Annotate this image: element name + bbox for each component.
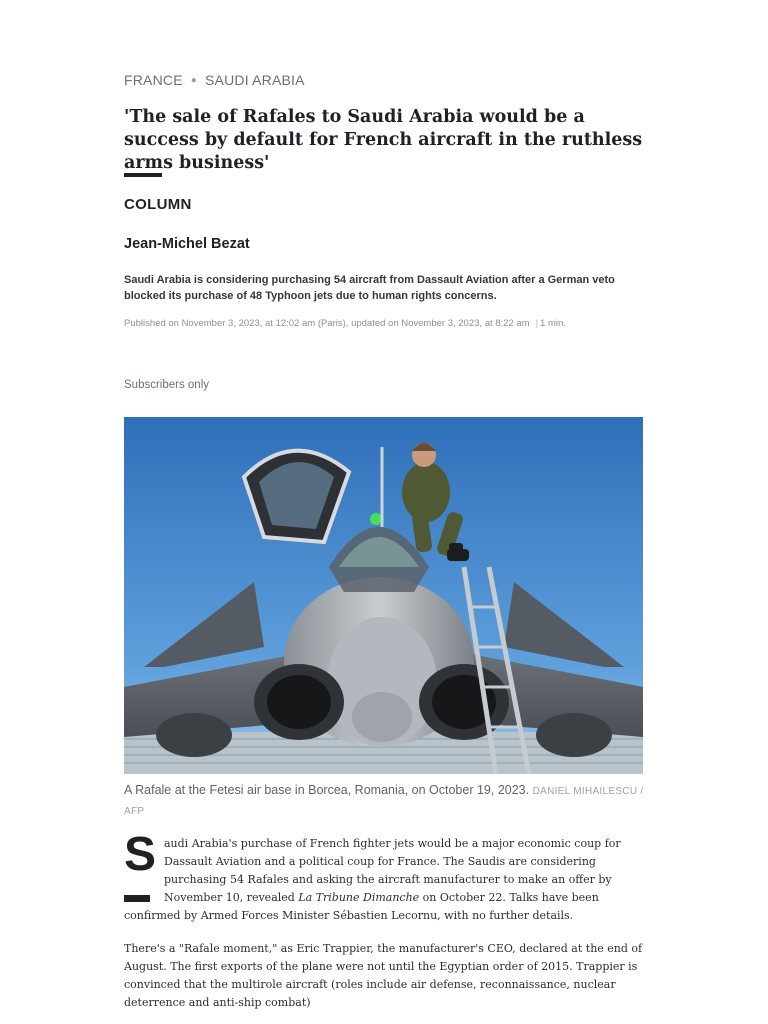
- photo-caption: [124, 781, 644, 821]
- article-paragraph-1: [124, 828, 644, 925]
- article-paragraph-2: There's a "Rafale moment," as Eric Trappier, the manufacturer's CEO, declared at the end of August. The first exports of the plane were not until the Egyptian order of 2015. Trappier is convinced that the multirole aircraft (roles include air defense, reconnaissance, nuclear deterrence and anti-ship combat): [124, 942, 643, 1009]
- drop-cap: [124, 828, 158, 895]
- paragraph-1-text-a: audi Arabia's purchase of French fighter jets would be a major economic coup for Dassault Aviation and a political coup for France. The Saudis are considering purchasing 54 Rafales and asking the aircraft manufacturer to make an offer by November 10, revealed: [164, 837, 621, 904]
- page-title: 'The sale of Rafales to Saudi Arabia would be a success by default for French aircraft in the ruthless arms business': [124, 107, 643, 173]
- drop-cap-bar: [124, 895, 150, 902]
- article-photo[interactable]: [124, 417, 643, 774]
- paragraph-1-text-b: on October 22. Talks have been confirmed by Armed Forces Minister Sébastien Lecornu, with no further details.: [124, 891, 599, 922]
- publication-date: Published on November 3, 2023, at 12:02 am (Paris), updated on November 3, 2023, at 8:22 am: [124, 318, 530, 329]
- read-time: 1 min.: [540, 318, 566, 329]
- paragraph-1-publication: La Tribune Dimanche: [298, 891, 420, 904]
- article-description: Saudi Arabia is considering purchasing 54 aircraft from Dassault Aviation after a German veto blocked its purchase of 48 Typhoon jets due to human rights concerns.: [124, 274, 615, 302]
- breadcrumb: [124, 72, 305, 88]
- section-label: COLUMN: [124, 196, 192, 213]
- caption-text: A Rafale at the Fetesi air base in Borcea, Romania, on October 19, 2023.: [124, 783, 530, 797]
- publication-meta: [124, 318, 664, 329]
- separator-dot: ●: [190, 75, 198, 86]
- meta-separator: |: [535, 318, 539, 329]
- tag-saudi-arabia[interactable]: SAUDI ARABIA: [205, 72, 305, 88]
- title-divider: [124, 173, 162, 177]
- subscribers-only-label: Subscribers only: [124, 379, 210, 391]
- tag-france[interactable]: FRANCE: [124, 72, 183, 88]
- rafale-jet-illustration: [124, 417, 643, 774]
- drop-cap-letter: S: [124, 828, 157, 881]
- author-link[interactable]: Jean-Michel Bezat: [124, 236, 250, 252]
- photo-credit: DANIEL MIHAILESCU / AFP: [124, 786, 644, 817]
